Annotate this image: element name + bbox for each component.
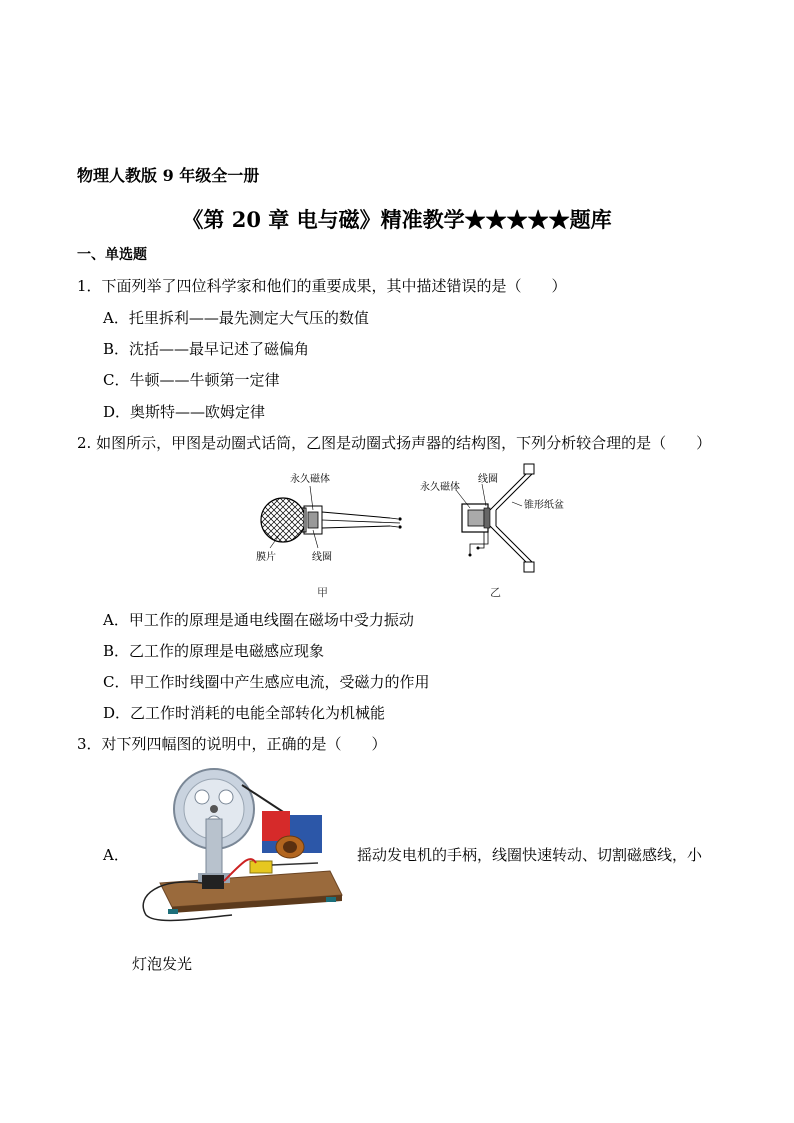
mic-coil-label: 线圈 — [312, 552, 332, 563]
generator-image — [132, 765, 350, 925]
question-3-option-a-text-line1: 摇动发电机的手柄，线圈快速转动、切割磁感线，小 — [357, 846, 703, 864]
figure-yi-caption: 乙 — [490, 586, 501, 599]
page-title: 《第 20 章 电与磁》精准教学★★★★★题库 — [182, 207, 612, 232]
section-heading: 一、单选题 — [77, 247, 147, 263]
question-1-option-d: D．奥斯特——欧姆定律 — [103, 403, 266, 421]
mic-magnet-label: 永久磁体 — [290, 474, 330, 485]
speaker-coil-label: 线圈 — [478, 474, 498, 485]
question-1-option-a: A．托里拆利——最先测定大气压的数值 — [103, 309, 369, 327]
question-2-option-d: D．乙工作时消耗的电能全部转化为机械能 — [103, 704, 386, 722]
speaker-cone-label: 锥形纸盆 — [524, 500, 564, 511]
question-2-stem: 2. 如图所示，甲图是动圈式话筒，乙图是动圈式扬声器的结构图，下列分析较合理的是（ ） — [77, 434, 712, 452]
question-3-stem: 3．对下列四幅图的说明中，正确的是（ ） — [77, 735, 387, 753]
question-1-stem: 1．下面列举了四位科学家和他们的重要成果，其中描述错误的是（ ） — [77, 277, 567, 295]
microphone-diagram — [250, 468, 415, 573]
speaker-magnet-label: 永久磁体 — [420, 482, 460, 493]
speaker-diagram — [418, 462, 588, 582]
question-2-option-c: C．甲工作时线圈中产生感应电流，受磁力的作用 — [103, 673, 430, 691]
question-1-option-b: B．沈括——最早记述了磁偏角 — [103, 340, 310, 358]
question-3-option-a-letter: A． — [103, 846, 129, 864]
question-2-option-b: B．乙工作的原理是电磁感应现象 — [103, 642, 325, 660]
question-1-option-c: C．牛顿——牛顿第一定律 — [103, 371, 280, 389]
mic-membrane-label: 膜片 — [256, 552, 276, 563]
figure-jia-caption: 甲 — [317, 586, 328, 599]
question-3-option-a-text-line2: 灯泡发光 — [132, 955, 193, 973]
subtitle: 物理人教版 9 年级全一册 — [77, 166, 260, 185]
question-2-option-a: A．甲工作的原理是通电线圈在磁场中受力振动 — [103, 611, 414, 629]
